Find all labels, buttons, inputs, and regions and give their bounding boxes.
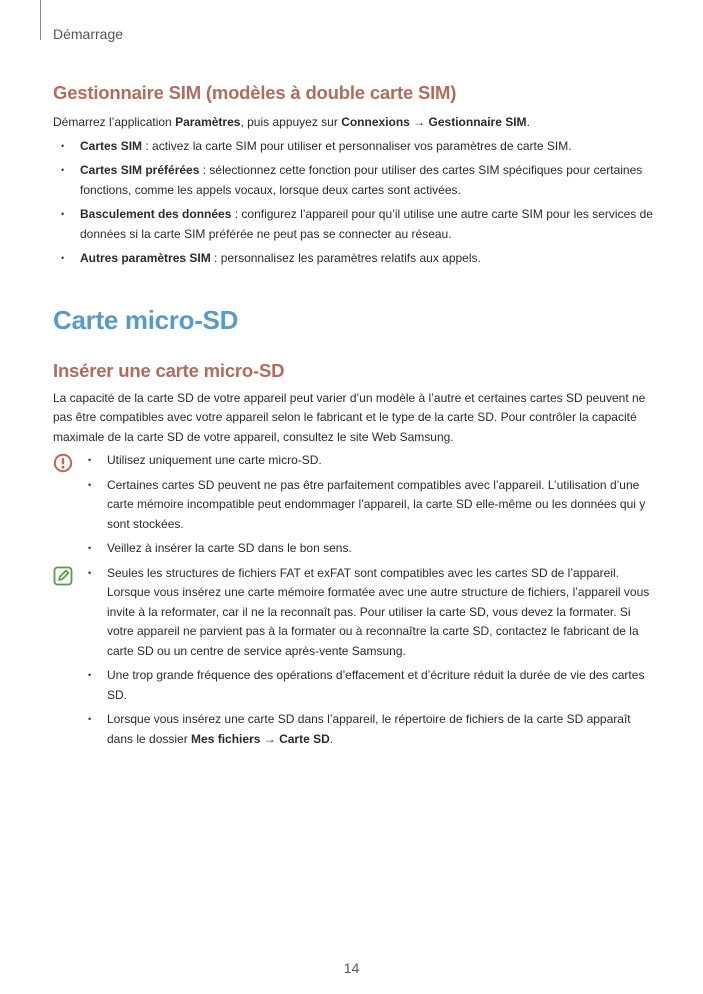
side-rule — [40, 0, 41, 40]
list-item: • Lorsque vous insérez une carte SD dans l’appareil, le répertoire de fichiers de la carte SD apparaît dans le dossier Mes fichiers → Carte SD. — [80, 710, 653, 749]
warning-block — [53, 451, 653, 559]
list-item: • Autres paramètres SIM : personnalisez les paramètres relatifs aux appels. — [53, 249, 653, 269]
list-item: • Basculement des données : configurez l’appareil pour qu’il utilise une autre carte SIM pour les services de données si la carte SIM préférée ne peut pas se connecter au réseau. — [53, 205, 653, 244]
list-item: • Veillez à insérer la carte SD dans le bon sens. — [80, 539, 653, 559]
page-header: Démarrage — [53, 26, 124, 42]
list-item: • Seules les structures de fichiers FAT et exFAT sont compatibles avec les cartes SD de l’appareil. Lorsque vous insérez une carte mémoire formatée avec une autre structure de fichiers, l’appareil vous invite à la reformater, car il ne la reconnaît pas. Pour utiliser la carte SD, vous devez la formater. Si votre appareil ne parvient pas à la formater ou à reconnaître la carte SD, contactez le fabricant de la carte SD ou un centre de service après-vente Samsung. — [80, 564, 653, 662]
insert-sd-title: Insérer une carte micro-SD — [53, 359, 285, 381]
warning-list — [80, 451, 653, 559]
list-item: • Certaines cartes SD peuvent ne pas être parfaitement compatibles avec l’appareil. L’utilisation d’une carte mémoire incompatible peut endommager l’appareil, la carte SD elle-même ou les données qui y sont stockées. — [80, 476, 653, 535]
sim-manager-title: Gestionnaire SIM (modèles à double carte SIM) — [53, 82, 457, 103]
page-content — [53, 82, 653, 754]
note-list — [80, 564, 653, 750]
list-item: • Cartes SIM : activez la carte SIM pour utiliser et personnaliser vos paramètres de carte SIM. — [53, 137, 653, 157]
sim-manager-intro: Démarrez l’application Paramètres, puis appuyez sur Connexions → Gestionnaire SIM. — [53, 115, 530, 129]
caution-icon — [53, 453, 73, 478]
sd-intro: La capacité de la carte SD de votre appareil peut varier d’un modèle à l’autre et certaines cartes SD peuvent ne pas être compatibles avec votre appareil selon le fabricant et le type de la carte SD. Pour contrôler la capacité maximale de la carte SD de votre appareil, consultez le site Web Samsung. — [53, 390, 646, 444]
list-item: • Cartes SIM préférées : sélectionnez cette fonction pour utiliser des cartes SIM spécifiques pour certaines fonctions, comme les appels vocaux, lorsque deux cartes sont activées. — [53, 161, 653, 200]
list-item: • Une trop grande fréquence des opérations d’effacement et d’écriture réduit la durée de vie des cartes SD. — [80, 666, 653, 705]
list-item: • Utilisez uniquement une carte micro-SD. — [80, 451, 653, 471]
note-block — [53, 564, 653, 750]
page-number: 14 — [343, 960, 360, 976]
micro-sd-title: Carte micro-SD — [53, 304, 239, 335]
sim-options-list — [53, 137, 653, 269]
pencil-note-icon — [53, 566, 73, 591]
